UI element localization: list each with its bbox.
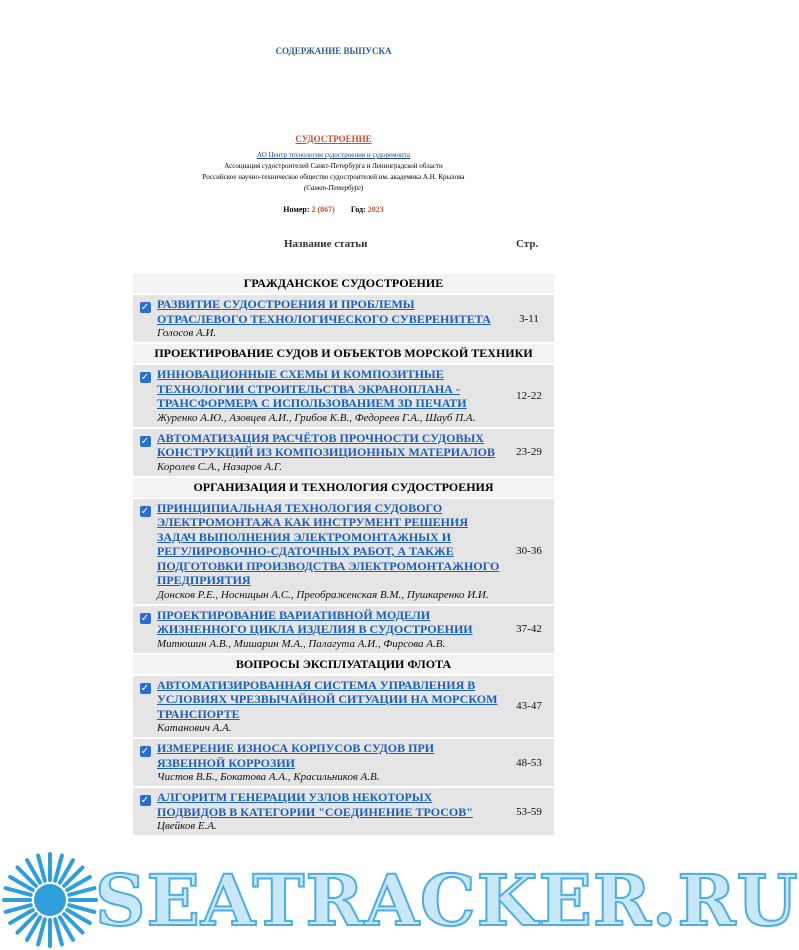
- issue-number-label: Номер:: [283, 205, 310, 214]
- article-checkbox[interactable]: ✓: [140, 435, 150, 447]
- article-checkbox-cell: [133, 788, 157, 835]
- journal-header: [0, 134, 667, 194]
- column-header-pages: Стр.: [516, 238, 539, 250]
- article-row: [133, 676, 554, 738]
- column-header-title: Название статьи: [284, 238, 368, 250]
- publisher-link[interactable]: АО Центр технологии судостроения и судоремонта: [256, 151, 411, 159]
- article-checkbox[interactable]: ✓: [140, 612, 150, 624]
- article-checkbox-cell: [133, 295, 157, 342]
- watermark: [0, 850, 799, 950]
- article-checkbox-cell: [133, 739, 157, 786]
- issue-info: [0, 205, 667, 214]
- article-pages: 12-22: [504, 365, 554, 427]
- contents-table: [133, 272, 554, 837]
- article-checkbox-cell: [133, 606, 157, 653]
- article-authors: Цвейков Е.А.: [157, 820, 217, 832]
- section-heading-row: [133, 478, 554, 497]
- section-heading-row: [133, 274, 554, 293]
- article-checkbox[interactable]: ✓: [140, 682, 150, 694]
- article-info-cell: [157, 739, 504, 786]
- article-checkbox[interactable]: ✓: [140, 795, 150, 806]
- article-checkbox[interactable]: ✓: [140, 746, 150, 757]
- journal-city: (Санкт-Петербург): [303, 184, 364, 192]
- article-authors: Чистов В.Б., Бокатова А.А., Красильников А.В.: [157, 771, 380, 783]
- article-pages: 3-11: [504, 295, 554, 342]
- section-heading: ОРГАНИЗАЦИЯ И ТЕХНОЛОГИЯ СУДОСТРОЕНИЯ: [133, 478, 554, 497]
- article-row: [133, 606, 554, 653]
- issue-year-value: 2023: [367, 205, 384, 214]
- page-heading: СОДЕРЖАНИЕ ВЫПУСКА: [275, 46, 392, 56]
- watermark-text: SEATRACKER.RU: [95, 859, 799, 942]
- article-row: [133, 429, 554, 476]
- article-row: [133, 365, 554, 427]
- section-heading: ГРАЖДАНСКОЕ СУДОСТРОЕНИЕ: [133, 274, 554, 293]
- article-row: [133, 499, 554, 604]
- article-pages: 53-59: [504, 788, 554, 835]
- article-checkbox-cell: [133, 365, 157, 427]
- article-authors: Донсков Р.Е., Носницын А.С., Преображенская В.М., Пушкаренко И.И.: [157, 588, 489, 601]
- section-heading-row: [133, 344, 554, 363]
- section-heading-row: [133, 655, 554, 674]
- article-pages: 30-36: [504, 499, 554, 604]
- article-pages: 43-47: [504, 676, 554, 738]
- article-info-cell: [157, 295, 504, 342]
- article-authors: Митюшин А.В., Мишарин М.А., Палагута А.И., Фирсова А.В.: [157, 637, 446, 650]
- article-info-cell: [157, 429, 504, 476]
- article-pages: 37-42: [504, 606, 554, 653]
- section-heading: ВОПРОСЫ ЭКСПЛУАТАЦИИ ФЛОТА: [133, 655, 554, 674]
- article-title-link[interactable]: ПРОЕКТИРОВАНИЕ ВАРИАТИВНОЙ МОДЕЛИ ЖИЗНЕННОГО ЦИКЛА ИЗДЕЛИЯ В СУДОСТРОЕНИИ: [157, 607, 473, 636]
- article-checkbox[interactable]: ✓: [140, 372, 150, 383]
- association-line-1: Ассоциация судостроителей Санкт-Петербурга и Ленинградской области: [224, 162, 443, 170]
- article-pages: 48-53: [504, 739, 554, 786]
- article-info-cell: [157, 365, 504, 427]
- issue-year-label: Год:: [350, 205, 366, 214]
- article-row: [133, 788, 554, 835]
- article-checkbox[interactable]: ✓: [140, 302, 150, 313]
- article-title-link[interactable]: АВТОМАТИЗАЦИЯ РАСЧЁТОВ ПРОЧНОСТИ СУДОВЫХ КОНСТРУКЦИЙ ИЗ КОМПОЗИЦИОННЫХ МАТЕРИАЛОВ: [157, 430, 496, 459]
- article-authors: Журенко А.Ю., Азовцев А.И., Грибов К.В., Федореев Г.А., Шауб П.А.: [157, 411, 476, 424]
- article-row: [133, 295, 554, 342]
- article-info-cell: [157, 499, 504, 604]
- article-pages: 23-29: [504, 429, 554, 476]
- article-title-link[interactable]: ИННОВАЦИОННЫЕ СХЕМЫ И КОМПОЗИТНЫЕ ТЕХНОЛОГИИ СТРОИТЕЛЬСТВА ЭКРАНОПЛАНА - ТРАНСФОРМЕРА С ИСПОЛЬЗОВАНИЕМ 3D ПЕЧАТИ: [157, 367, 467, 410]
- section-heading: ПРОЕКТИРОВАНИЕ СУДОВ И ОБЪЕКТОВ МОРСКОЙ ТЕХНИКИ: [133, 344, 554, 363]
- article-info-cell: [157, 788, 504, 835]
- article-checkbox-cell: [133, 499, 157, 604]
- article-info-cell: [157, 676, 504, 738]
- article-info-cell: [157, 606, 504, 653]
- article-authors: Голосов А.И.: [157, 327, 217, 339]
- article-title-link[interactable]: АЛГОРИТМ ГЕНЕРАЦИИ УЗЛОВ НЕКОТОРЫХ ПОДВИДОВ В КАТЕГОРИИ "СОЕДИНЕНИЕ ТРОСОВ": [157, 790, 473, 819]
- article-checkbox[interactable]: ✓: [140, 505, 150, 517]
- article-authors: Королев С.А., Назаров А.Г.: [157, 460, 283, 473]
- issue-number-value: 2 (867): [311, 205, 335, 214]
- article-title-link[interactable]: ПРИНЦИПИАЛЬНАЯ ТЕХНОЛОГИЯ СУДОВОГО ЭЛЕКТРОМОНТАЖА КАК ИНСТРУМЕНТ РЕШЕНИЯ ЗАДАЧ ВЫПОЛНЕНИЯ ЭЛЕКТРОМОНТАЖНЫХ И РЕГУЛИРОВОЧНО-СДАТОЧНЫХ РАБОТ, А ТАКЖЕ ПОДГОТОВКИ ПРОИЗВОДСТВА ЭЛЕКТРОМОНТАЖНОГО ПРЕДПРИЯТИЯ: [157, 500, 500, 587]
- article-checkbox-cell: [133, 676, 157, 738]
- article-row: [133, 739, 554, 786]
- association-line-2: Российское научно-техническое общество судостроителей им. академика А.Н. Крылова: [202, 173, 465, 181]
- sun-icon: [0, 850, 100, 950]
- article-title-link[interactable]: ИЗМЕРЕНИЕ ИЗНОСА КОРПУСОВ СУДОВ ПРИ ЯЗВЕННОЙ КОРРОЗИИ: [157, 741, 435, 770]
- article-authors: Катанович А.А.: [157, 722, 232, 734]
- article-title-link[interactable]: АВТОМАТИЗИРОВАННАЯ СИСТЕМА УПРАВЛЕНИЯ В УСЛОВИЯХ ЧРЕЗВЫЧАЙНОЙ СИТУАЦИИ НА МОРСКОМ ТРАНСПОРТЕ: [157, 677, 498, 721]
- article-checkbox-cell: [133, 429, 157, 476]
- article-title-link[interactable]: РАЗВИТИЕ СУДОСТРОЕНИЯ И ПРОБЛЕМЫ ОТРАСЛЕВОГО ТЕХНОЛОГИЧЕСКОГО СУВЕРЕНИТЕТА: [157, 297, 491, 326]
- journal-title-link[interactable]: СУДОСТРОЕНИЕ: [295, 134, 372, 144]
